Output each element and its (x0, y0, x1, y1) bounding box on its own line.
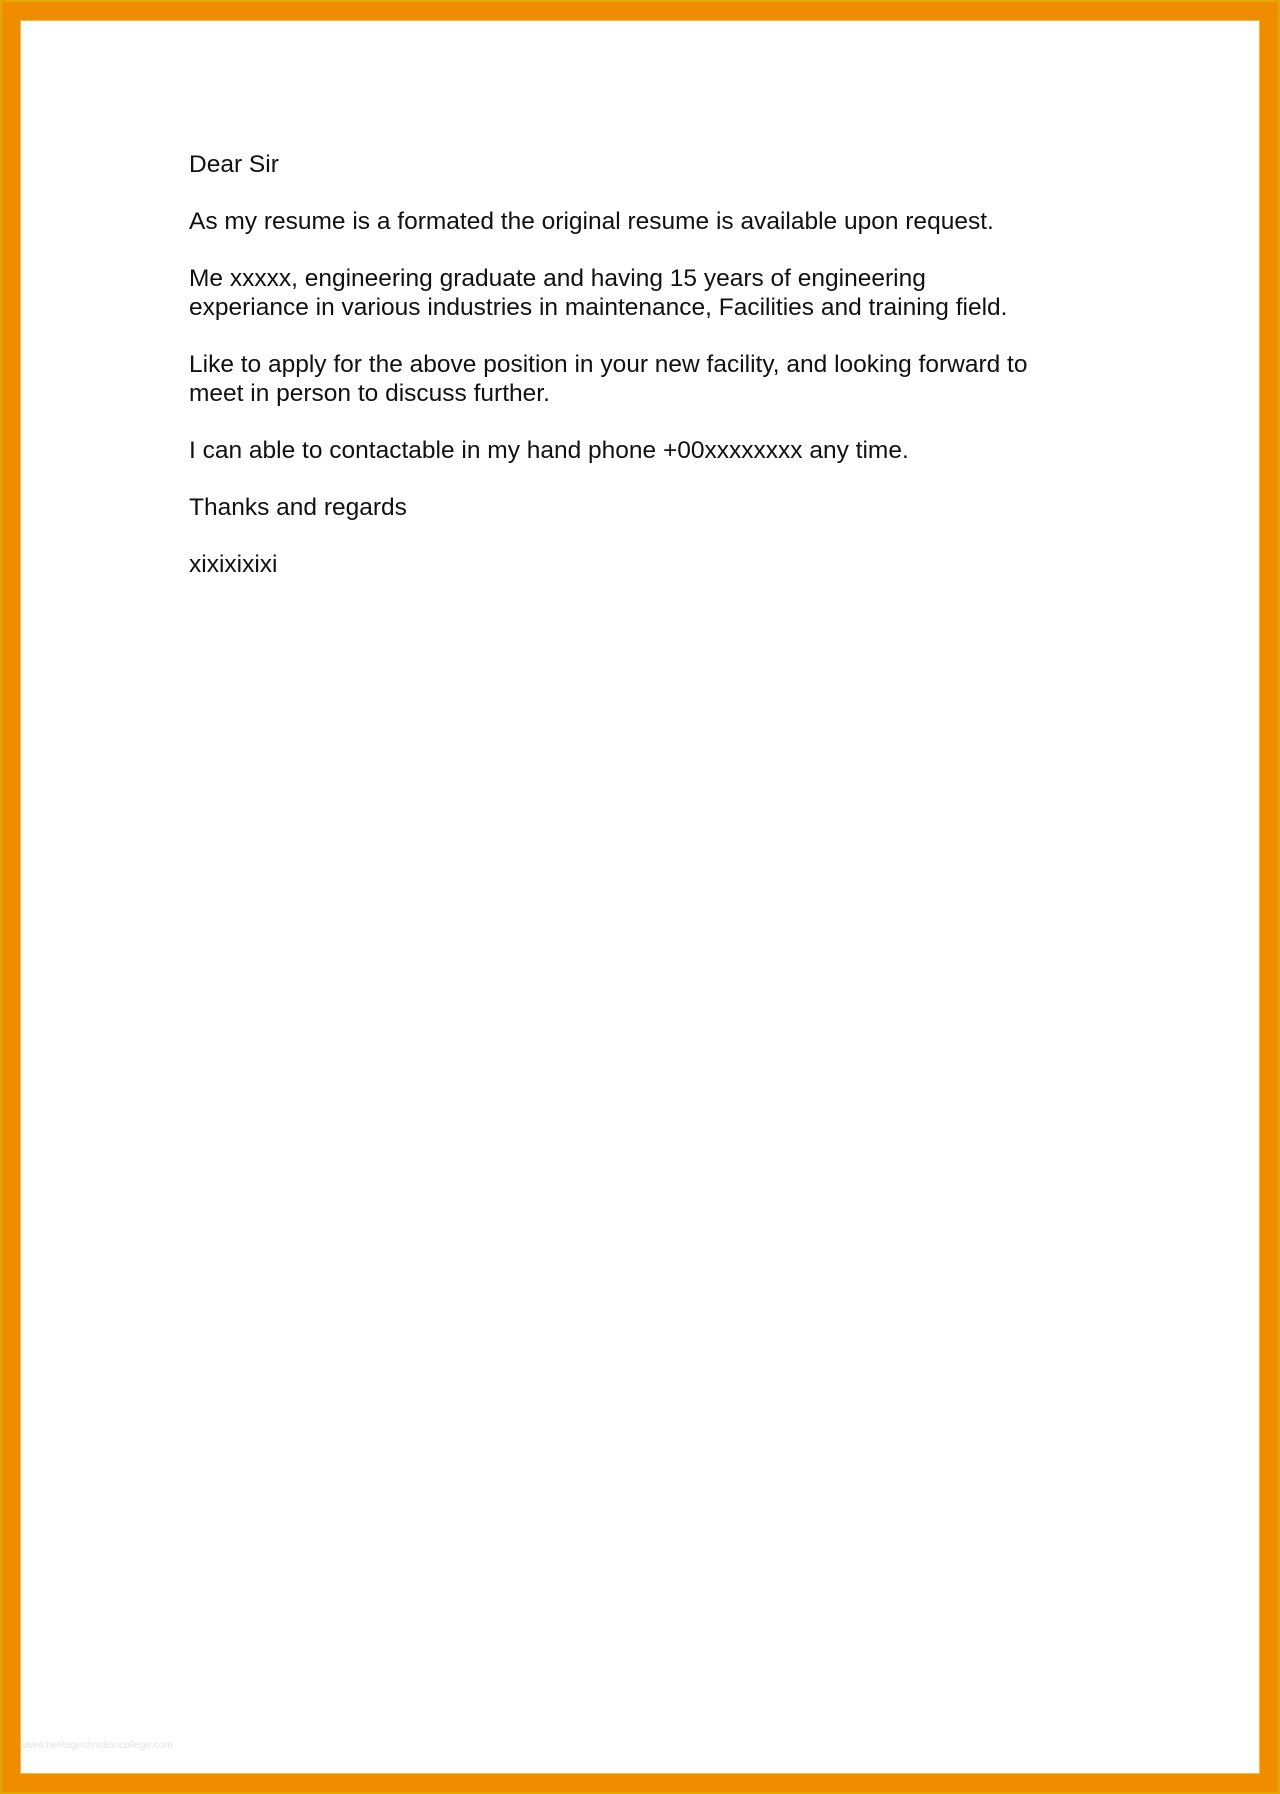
salutation: Dear Sir (189, 151, 279, 178)
paragraph-application (189, 350, 1089, 408)
paragraph-application-line-2: meet in person to discuss further. (189, 380, 550, 407)
paragraph-experience (189, 264, 1089, 322)
paragraph-contact: I can able to contactable in my hand phone +00xxxxxxxx any time. (189, 437, 909, 464)
paragraph-experience-line-1: Me xxxxx, engineering graduate and having 15 years of engineering (189, 265, 926, 292)
watermark-text: www.heritagechristiancollege.com (22, 1740, 173, 1751)
paragraph-experience-line-2: experiance in various industries in maintenance, Facilities and training field. (189, 294, 1008, 321)
signature: xixixixixi (189, 551, 278, 578)
closing: Thanks and regards (189, 494, 407, 521)
paragraph-resume-note: As my resume is a formated the original resume is available upon request. (189, 208, 994, 235)
cover-letter-body (189, 150, 1089, 607)
paragraph-application-line-1: Like to apply for the above position in your new facility, and looking forward to (189, 351, 1028, 378)
